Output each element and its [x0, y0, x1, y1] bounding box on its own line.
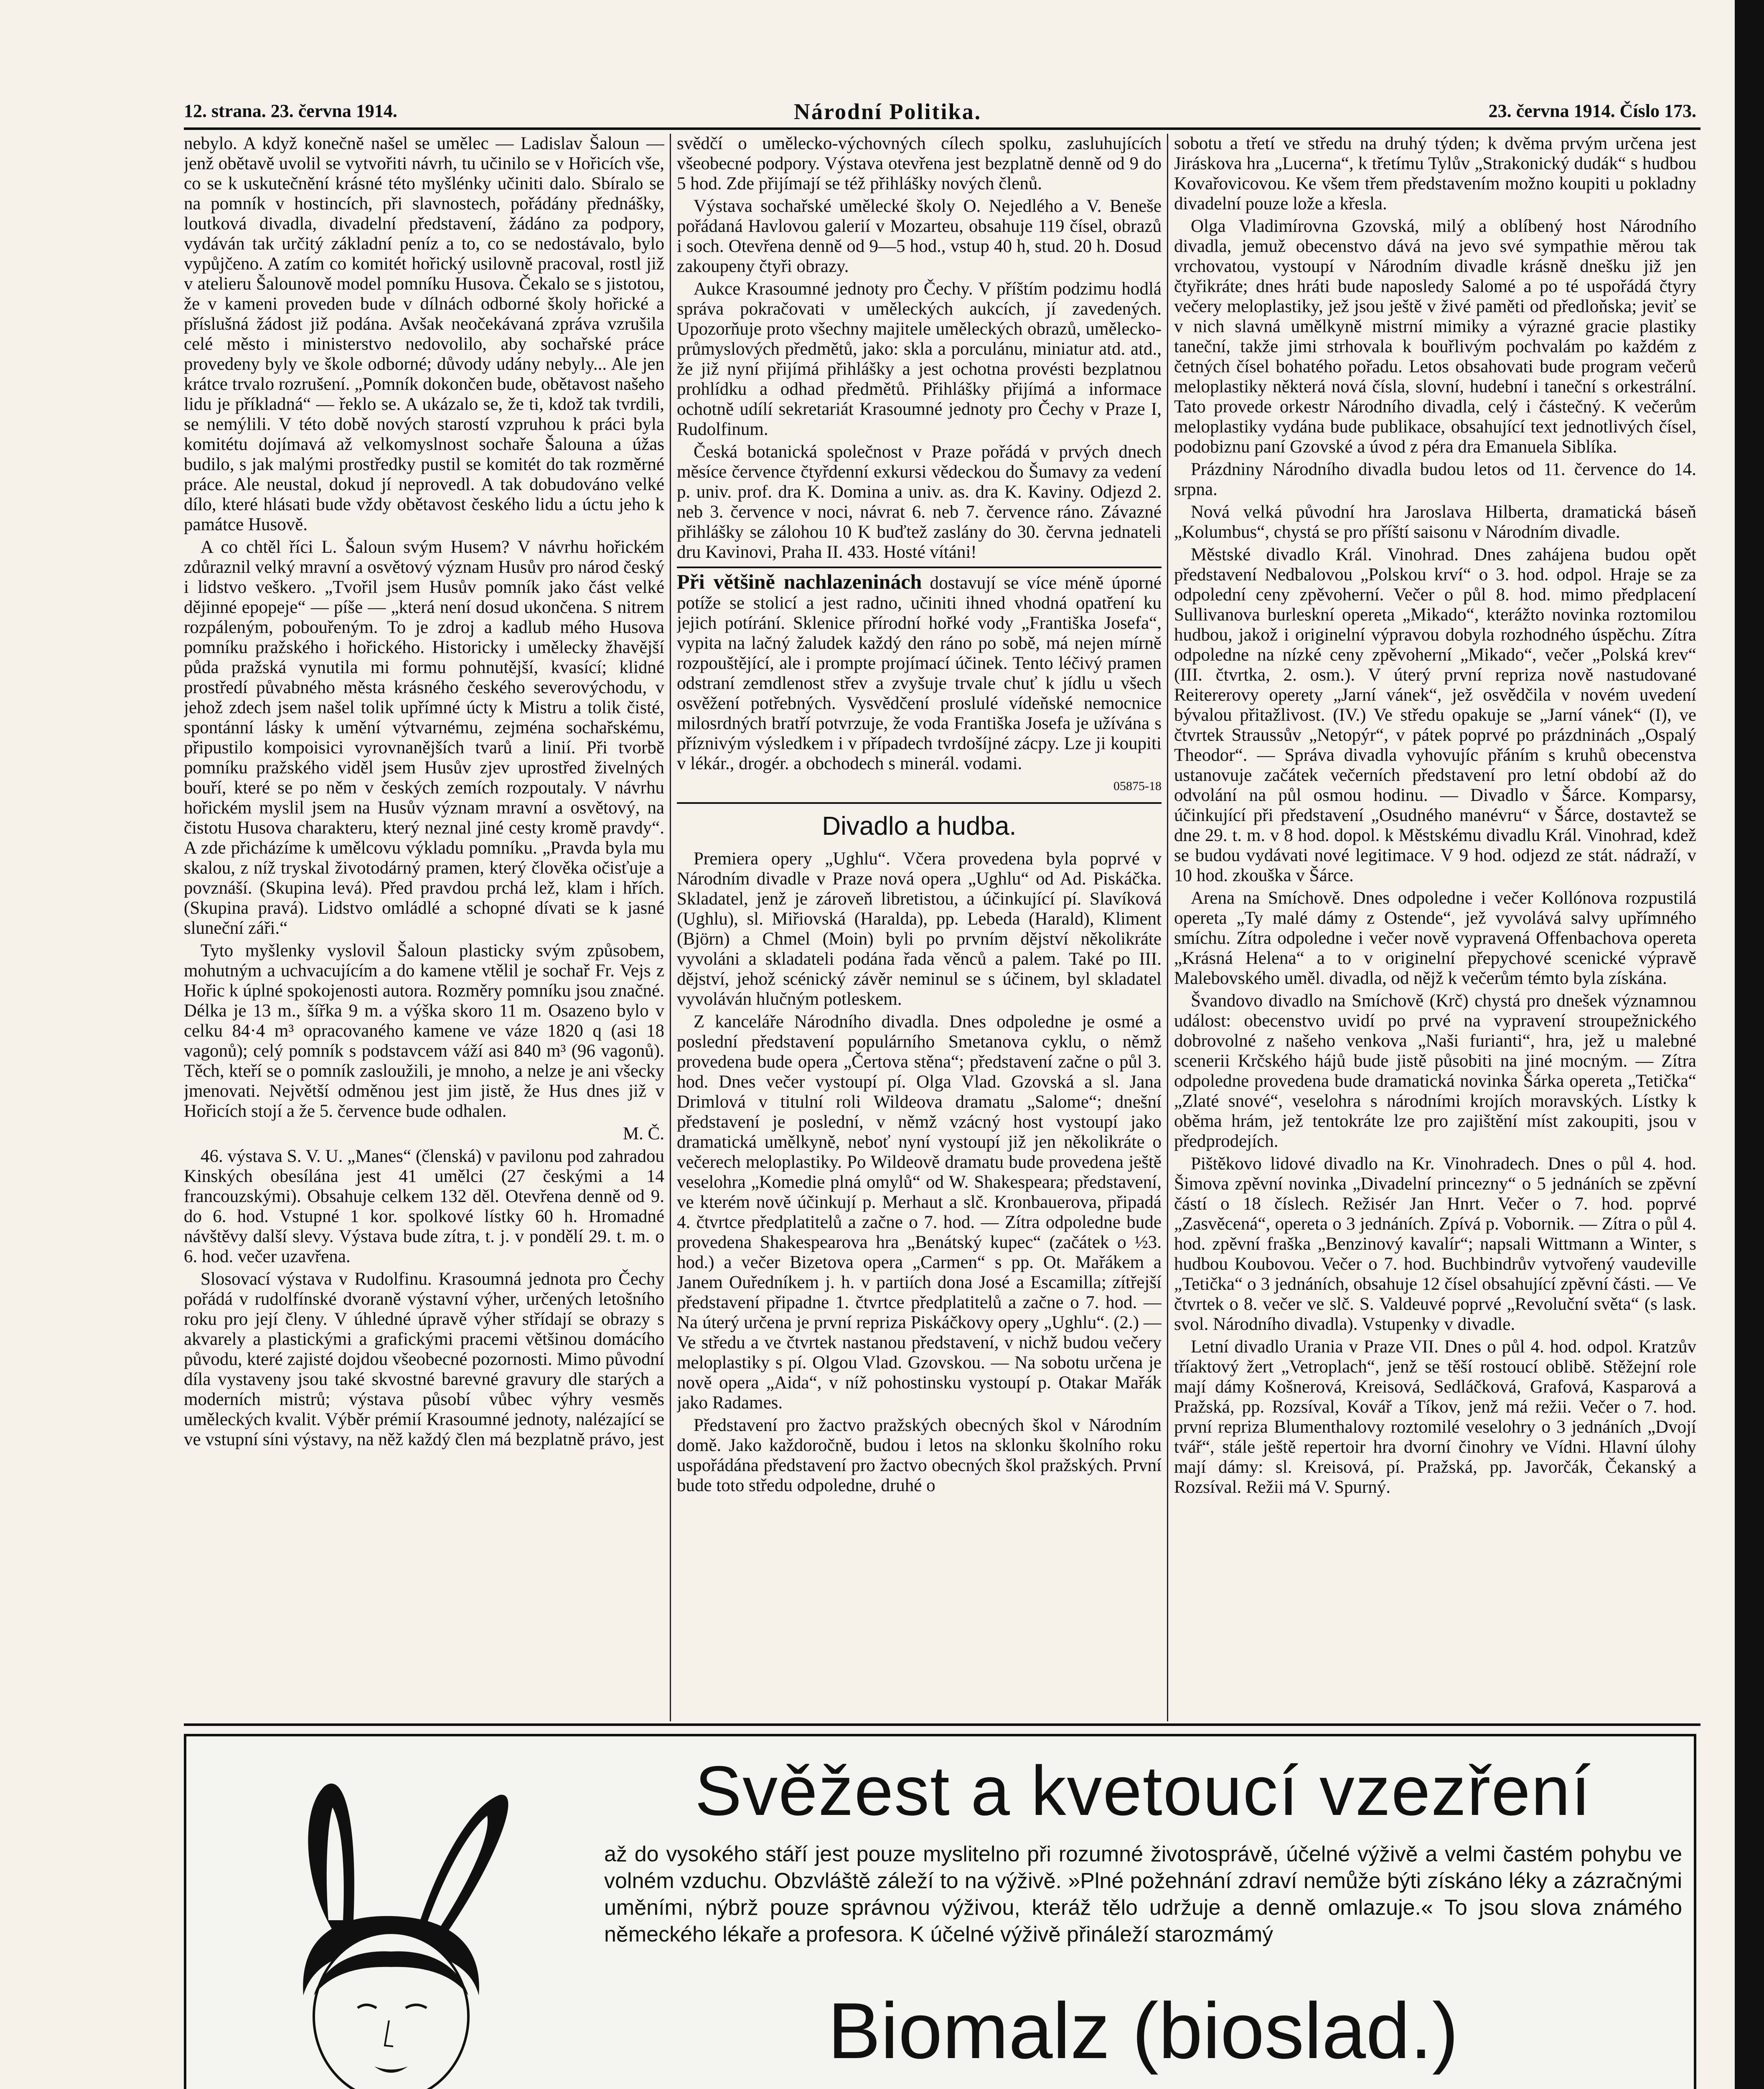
news-item: Prázdniny Národního divadla budou letos od 11. července do 14. srpna. [1174, 460, 1696, 499]
advert-product-name: Biomalz (bioslad.) [828, 1987, 1459, 2075]
news-item: svědčí o umělecko-výchovných cílech spolku, zasluhujících všeobecné podpory. Výstava otevřena jest bezplatně denně od 9 do 5 hod. Zde přijímají se též přihlášky nových členů. [677, 134, 1162, 193]
article-paragraph: nebylo. A když konečně našel se umělec — Ladislav Šaloun — jenž obětavě uvolil se vytvořiti návrh, tu učinilo se v Hořicích vše, co se k uskutečnění krásné této myšlénky učiniti dalo. Sbíralo se na pomník v hostincích, při slavnostech, pořádány přednášky, loutková divadla, divadelní představení, žádáno za podpory, vydáván tak určitý základní peníz a to, co se nedostávalo, bylo vypůjčeno. A zatím co komitét hořický usilovně pracoval, rostl již v atelieru Šalounově model pomníku Husova. Čekalo se s jistotou, že v kameni proveden bude v dílnách odborné školy hořické a příslušná žádost již podána. Avšak neočekávaná zpráva vzrušila celé město i ministerstvo nedovolilo, aby sochařské práce provedeny byly ve škole odborné; důvody udány nebyly... Ale jen krátce trvalo rozrušení. „Pomník dokončen bude, obětavost našeho lidu je příkladná“ — řeklo se. A ukázalo se, že ti, kdož tak tvrdili, se nemýlili. V této době nových starostí vzpruhou k práci byla komitétu dojímavá až velkomyslnost sochaře Šalouna a úžas budilo, s jak malými prostředky pustil se komitét do tak rozměrné práce. Ale neustal, dokud jí neprovedl. A tak dobudováno velké dílo, které hlásati bude vždy obětavost českého lidu a úctu jeho k památce Husově. [184, 134, 664, 534]
advert-box [677, 567, 1162, 804]
header-date-left: 12. strana. 23. června 1914. [184, 101, 397, 121]
advert-intro-text: až do vysokého stáří jest pouze myslitelno při rozumné životosprávě, účelné výživě a velmi častém pohybu ve volném vzduchu. Obzvláště záleží to na výživě. »Plné požehnání zdraví nemůže býti získáno léky a zázračnými uměními, nýbrž pouze správnou výživou, kteráž tělo udržuje a denně omlazuje.« To jsou slova známého německého lékaře a profesora. K účelné výživě přináleží starozmámý [604, 1842, 1682, 1947]
woman-with-bunny-ears-illustration [199, 1761, 600, 2089]
column-3 [1174, 134, 1696, 1721]
column-2 [677, 134, 1162, 1721]
news-item: sobotu a třetí ve středu na druhý týden; k dvěma prvým určena jest Jiráskova hra „Lucerna“, k třetímu Tylův „Strakonický dudák“ s hudbou Kovařovicovou. Ke všem třem představením možno koupiti u pokladny divadelní pouze lože a křesla. [1174, 134, 1696, 213]
advert-code: 05875-18 [1113, 779, 1162, 793]
article-paragraph: A co chtěl říci L. Šaloun svým Husem? V návrhu hořickém zdůraznil velký mravní a osvětový význam Husův pro národ český i lidstvo veškero. „Tvořil jsem Husův pomník jako část velké dějinné epopeje“ — píše — „která není dosud ukončena. S nitrem rozpáleným, pobouřeným. To je zdroj a kadlub mého Husova pomníku pražského i hořického. Historicky i umělecky žhavější půda pražská vynutila mi formu pohnutější, kvasící; klidné prostředí půvabného města krásného českého severovýchodu, v jehož zdech jsem našel tolik upřímné úcty k Mistru a tolik čisté, spontánní lásky k umění výtvarnému, zejména sochařskému, připustilo kompoisici vyrovnanějších tvarů a linií. Při tvorbě pomníku pražského viděl jsem Husův zjev uprostřed živelných bouří, které se po něm v českých zemích rozpoutaly. V návrhu hořickém myslil jsem na Husův význam mravní a osvětový, na čistotu Husova charakteru, který neznal jiné cesty kromě pravdy“. A zde přicházíme k umělcovu výkladu pomníku. „Pravda byla mu skalou, z níž tryskal životodárný pramen, který člověka očisťuje a povznáší. (Skupina levá). Před pravdou prchá lež, klam i hřích. (Skupina pravá). Lidstvo omládlé a schopné dívati se k jasné sluneční záři.“ [184, 537, 664, 938]
news-item: Premiera opery „Ughlu“. Včera provedena byla poprvé v Národním divadle v Praze nová opera „Ughlu“ od Ad. Piskáčka. Skladatel, jenž je zároveň libretistou, a účinkující pí. Slavíková (Ughlu), sl. Miřiovská (Haralda), pp. Lebeda (Harald), Kliment (Björn) a Chmel (Moin) byli po prvním dějství několikráte vyvoláni a skladateli podána řada věnců a palem. Také po III. dějství, jehož scénický závěr neminul se s účinem, byl skladatel vyvoláván hlučným potleskem. [677, 849, 1162, 1009]
news-item: Letní divadlo Urania v Praze VII. Dnes o půl 4. hod. odpol. Kratzův tříaktový žert „Vetroplach“, jenž se těší rostoucí oblibě. Stěžejní role mají dámy Košnerová, Kreisová, Sedláčková, Grafová, Kasparová a Pražská, pp. Rozsíval, Kovář a Tíkov, jenž má režii. Večer o 7. hod. první repriza Blumenthalovy roztomilé veselohry o 3 jednáních „Dvojí tvář“, stále ještě repertoir hra dvorní činohry ve Vídni. Hlavní úlohy mají dámy: sl. Kreisová, pí. Pražská, pp. Javorčák, Čekanský a Rozsíval. Režii má V. Spurný. [1174, 1337, 1696, 1497]
news-item: Nová velká původní hra Jaroslava Hilberta, dramatická báseň „Kolumbus“, chystá se pro příští saisonu v Národním divadle. [1174, 502, 1696, 542]
biomalz-advertisement [184, 1734, 1696, 2089]
header-issue-right: 23. června 1914. Číslo 173. [1488, 101, 1696, 121]
column-divider [1167, 134, 1168, 1721]
header-rule [184, 127, 1700, 130]
column-divider [670, 134, 671, 1721]
news-item: Olga Vladimírovna Gzovská, milý a oblíbený host Národního divadla, jemuž obecenstvo dává na jevo své sympathie měrou tak vrchovatou, vystoupí v Národním divadle krásně dnešku již jen čtyřikráte; dnes hráti bude naposledy Salomé a po té uspořádá čtyry večery meloplastiky, jež jsou ještě v živé paměti od předloňska; jeviť se v nich slavná umělkyně mistrní mimiky a výrazné gracie plastiky taneční, takže jimi strhovala k bouřlivým pochvalám po každém z četných čísel bohatého pořadu. Letos obsahovati bude program večerů meloplastiky některá nová čísla, slovní, hudební i taneční s orkestrální. Tato provede orkestr Národního divadla, celý i částečný. K večerům meloplastiky vydána bude publikace, obsahující text jednotlivých čísel, podobiznu paní Gzovské a úvod z péra dra Emanuela Siblíka. [1174, 216, 1696, 457]
news-item: 46. výstava S. V. U. „Manes“ (členská) v pavilonu pod zahradou Kinských obesílána jest 41 umělci (27 českými a 14 francouzskými). Obsahuje celkem 132 děl. Otevřena denně od 9. do 6. hod. Vstupné 1 kor. spolkové lístky 60 h. Hromadné návštěvy další slevy. Výstava bude zítra, t. j. v pondělí 29. t. m. o 6. hod. večer uzavřena. [184, 1146, 664, 1266]
news-item: Švandovo divadlo na Smíchově (Krč) chystá pro dnešek významnou událost: obecenstvo uvidí po prvé na vypravení stroupežnického dobrovolné z našeho venkova „Naši furianti“, hra, jež u malebné scenerii Krčského hájů bude jistě působiti na jiné mocným. — Zítra odpoledne provedena bude dramatická novinka Šárka opereta „Tetička“ „Zlaté snové“, veselohra s národními krojích moravských. Lístky k oběma hrám, jež tentokráte lze pro zajištění míst zakoupiti, jsou v předprodejích. [1174, 991, 1696, 1151]
article-paragraph: Tyto myšlenky vyslovil Šaloun plasticky svým způsobem, mohutným a uchvacujícím a do kamene vtělil je sochař Fr. Vejs z Hořic k úplné spokojenosti autora. Rozměry pomníku jsou značné. Délka je 13 m., šířka 9 m. a výška skoro 11 m. Osazeno bylo v celku 84·4 m³ opracovaného kamene ve váze 1820 q (asi 18 vagonů); celý pomník s podstavcem váží asi 840 m³ (96 vagonů). Těch, kteří se o pomník zasloužili, je mnoho, a nelze je ani všecky jmenovati. Největší odměnou jest jim jistě, že Hus dnes již v Hořicích stojí a že 5. července bude odhalen. [184, 941, 664, 1121]
news-item: Z kanceláře Národního divadla. Dnes odpoledne je osmé a poslední představení populárního Smetanova cyklu, o němž provedena bude opera „Čertova stěna“; představení začne o půl 3. hod. Dnes večer vystoupí pí. Olga Vlad. Gzovská a sl. Jana Drimlová v titulní roli Wildeova dramatu „Salome“; dnešní představení je poslední, v němž vzácný host vystoupí jako dramatická umělkyně, neboť nyní vystoupí již jen několikráte o večerech meloplastiky. Po Wildeově dramatu bude provedena ještě veselohra „Komedie plná omylů“ od W. Shakespeara; představení, ve kterém nově účinkují p. Merhaut a slč. Kronbauerova, připadá 4. čtvrtce předplatitelů a začne o 7. hod. — Zítra odpoledne bude provedena Shakespearova hra „Benátský kupec“ (začátek o ½3. hod.) a večer Bizetova opera „Carmen“ s pp. Ot. Mařákem a Janem Ouředníkem j. h. v partiích dona José a Escamilla; zítřejší představení připadne 1. čtvrtce předplatitelů a začne o 7. hod. — Na úterý určena je první repriza Piskáčkovy opery „Ughlu“. (2.) — Ve středu a ve čtvrtek nastanou představení, v nichž budou večery meloplastiky s pí. Olgou Vlad. Gzovskou. — Na sobotu určena je nově opera „Aida“, v níž pohostinsku vystoupí p. Otakar Mařák jako Radames. [677, 1012, 1162, 1413]
news-item: Česká botanická společnost v Praze pořádá v prvých dnech měsíce července čtyřdenní exkursi vědeckou do Šumavy za vedení p. univ. prof. dra K. Domina a univ. as. dra K. Kaviny. Odjezd 2. neb 3. července v noci, návrat 6. neb 7. července ráno. Závazné přihlášky se zálohou 10 K buďtež zaslány do 30. června jednateli dru Kavinovi, Praha II. 433. Hosté vítáni! [677, 442, 1162, 562]
news-item: Slosovací výstava v Rudolfinu. Krasoumná jednota pro Čechy pořádá v rudolfínské dvoraně výstavní výher, určených letošního roku pro její členy. V úhledné úpravě výher střídají se obrazy s akvarely a plastickými a grafickými pracemi většinou domácího původu, které zajisté dojdou všeobecné pozornosti. Mimo původní díla vystaveny jsou také skvostné barevné gravury dle starých a moderních mistrů; výstava působí vůbec výhry vesměs uměleckých kvalit. Výběr prémií Krasoumné jednoty, nalézající se ve vstupní síni výstavy, na něž každý člen má bezplatně právo, jest [184, 1269, 664, 1449]
news-item: Městské divadlo Král. Vinohrad. Dnes zahájena budou opět představení Nedbalovou „Polskou krví“ o 3. hod. odpol. Hraje se za odpolední ceny zpěvoherní. Večer o půl 8. hod. mimo předplacení Sullivanova burleskní opereta „Mikado“, kterážto novinka roztomilou hudbou, jakož i originelní výpravou dobyla rozhodného úspěchu. Zítra odpoledne na nízké ceny zpěvoherní „Mikado“, večer „Polská krev“ (III. čtvrtka, 2. osm.). V úterý první repriza nově nastudované Reitererovy operety „Jarní vánek“, jež osvědčila v novém uvedení bývalou přitažlivost. (IV.) Ve středu opakuje se „Jarní vánek“ (I), ve čtvrtek Straussův „Netopýr“, v pátek poprvé po prázdninách „Ospalý Theodor“. — Správa divadla vyhovujíc přáním s kruhů obecenstva ustanovuje začátek večerních představení pro letní období až do odvolání na půl osmou hodinu. — Divadlo v Šárce. Komparsy, účinkující při představení „Osudného manévru“ v Šárce, dostavtež se dne 29. t. m. v 8 hod. dopol. k Městskému divadlu Král. Vinohrad, kdež se budou vydávati nové legitimace. V 9 hod. odjezd ze stát. nádraží, v 10 hod. zkouška v Šárce. [1174, 545, 1696, 885]
news-item: Pištěkovo lidové divadlo na Kr. Vinohradech. Dnes o půl 4. hod. Šimova zpěvní novinka „Divadelní princezny“ o 5 jednáních se zpěvní částí o 18 číslech. Režisér Jan Hnrt. Večer o 7. hod. poprvé „Zasvěcená“, opereta o 3 jednáních. Zpívá p. Vobornik. — Zítra o půl 4. hod. zpěvní fraška „Benzinový kavalír“; napsali Wittmann a Winter, s hudbou Koubovou. Večer o 7. hod. Buchbindrův vytvořený vaudeville „Tetička“ o 3 jednáních, obsahuje 12 čísel obsahující zpěvní části. — Ve čtvrtek o 8. večer ve slč. S. Valdeuvé poprvé „Revoluční světa“ (s lask. svol. Národního divadla). Vstupenky v divadle. [1174, 1154, 1696, 1334]
masthead-title: Národní Politika. [794, 99, 982, 124]
article-signature: M. Č. [623, 1124, 664, 1144]
scan-edge [1735, 0, 1764, 2089]
page-header [184, 100, 1696, 130]
advert-text: dostavují se více méně úporné potíže se stolicí a jest radno, učiniti ihned vhodná opatření ku jejich potírání. Sklenice přírodní hořké vody „Františka Josefa“, vypita na lačný žaludek každý den ráno po sobě, má nejen mírně rozpouštějící, ale i prompte projímací účinek. Tento léčivý pramen odstraní zemdlenost střev a zvyšuje trvale chuť k jídlu u všech osvěžení potřebných. Vysvědčení proslulé vídeňské nemocnice milosrdných bratří potvrzuje, že voda Františka Josefa je užívána s příznivým výsledkem i v případech tvrdošíjné zácpy. Lze ji koupiti v lékár., drogér. a obchodech s minerál. vodami. [677, 573, 1162, 773]
advert-headline: Při většině nachlazeninách [677, 570, 922, 593]
column-1 [184, 134, 664, 1721]
news-item: Arena na Smíchově. Dnes odpoledne i večer Kollónova rozpustilá opereta „Ty malé dámy z Ostende“, jež vyvolává salvy upřímného smíchu. Zítra odpoledne i večer nově vypravená Offenbachova opereta „Krásná Helena“ a to v originelní přepychové scenické výpravě Malebovského uměl. divadla, od nějž k večerům témto byla získána. [1174, 888, 1696, 988]
news-item: Představení pro žactvo pražských obecných škol v Národním domě. Jako každoročně, budou i letos na sklonku školního roku uspořádána představení pro žactvo obecných škol pražských. První bude toto středu odpoledne, druhé o [677, 1416, 1162, 1495]
advert-title: Svěžest a kvetoucí vzezření [695, 1751, 1591, 1830]
columns-bottom-rule [184, 1723, 1700, 1726]
news-item: Výstava sochařské umělecké školy O. Nejedlého a V. Beneše pořádaná Havlovou galerií v Mozarteu, obsahuje 119 čísel, obrazů i soch. Otevřena denně od 9—5 hod., vstup 40 h, stud. 20 h. Dosud zakoupeny čtyři obrazy. [677, 196, 1162, 276]
section-heading: Divadlo a hudba. [822, 812, 1017, 841]
news-item: Aukce Krasoumné jednoty pro Čechy. V příštím podzimu hodlá správa pokračovati v uměleckých aukcích, jí zavedených. Upozorňuje proto všechny majitele uměleckých obrazů, umělecko-průmyslových předmětů, jako: skla a porculánu, miniatur atd. atd., že již nyní přijímá přihlášky a jest ochotna provésti bezplatnou prohlídku a odhad předmětů. Přihlášky přijímá a informace ochotně udílí sekretariát Krasoumné jednoty pro Čechy v Praze I, Rudolfinum. [677, 279, 1162, 439]
